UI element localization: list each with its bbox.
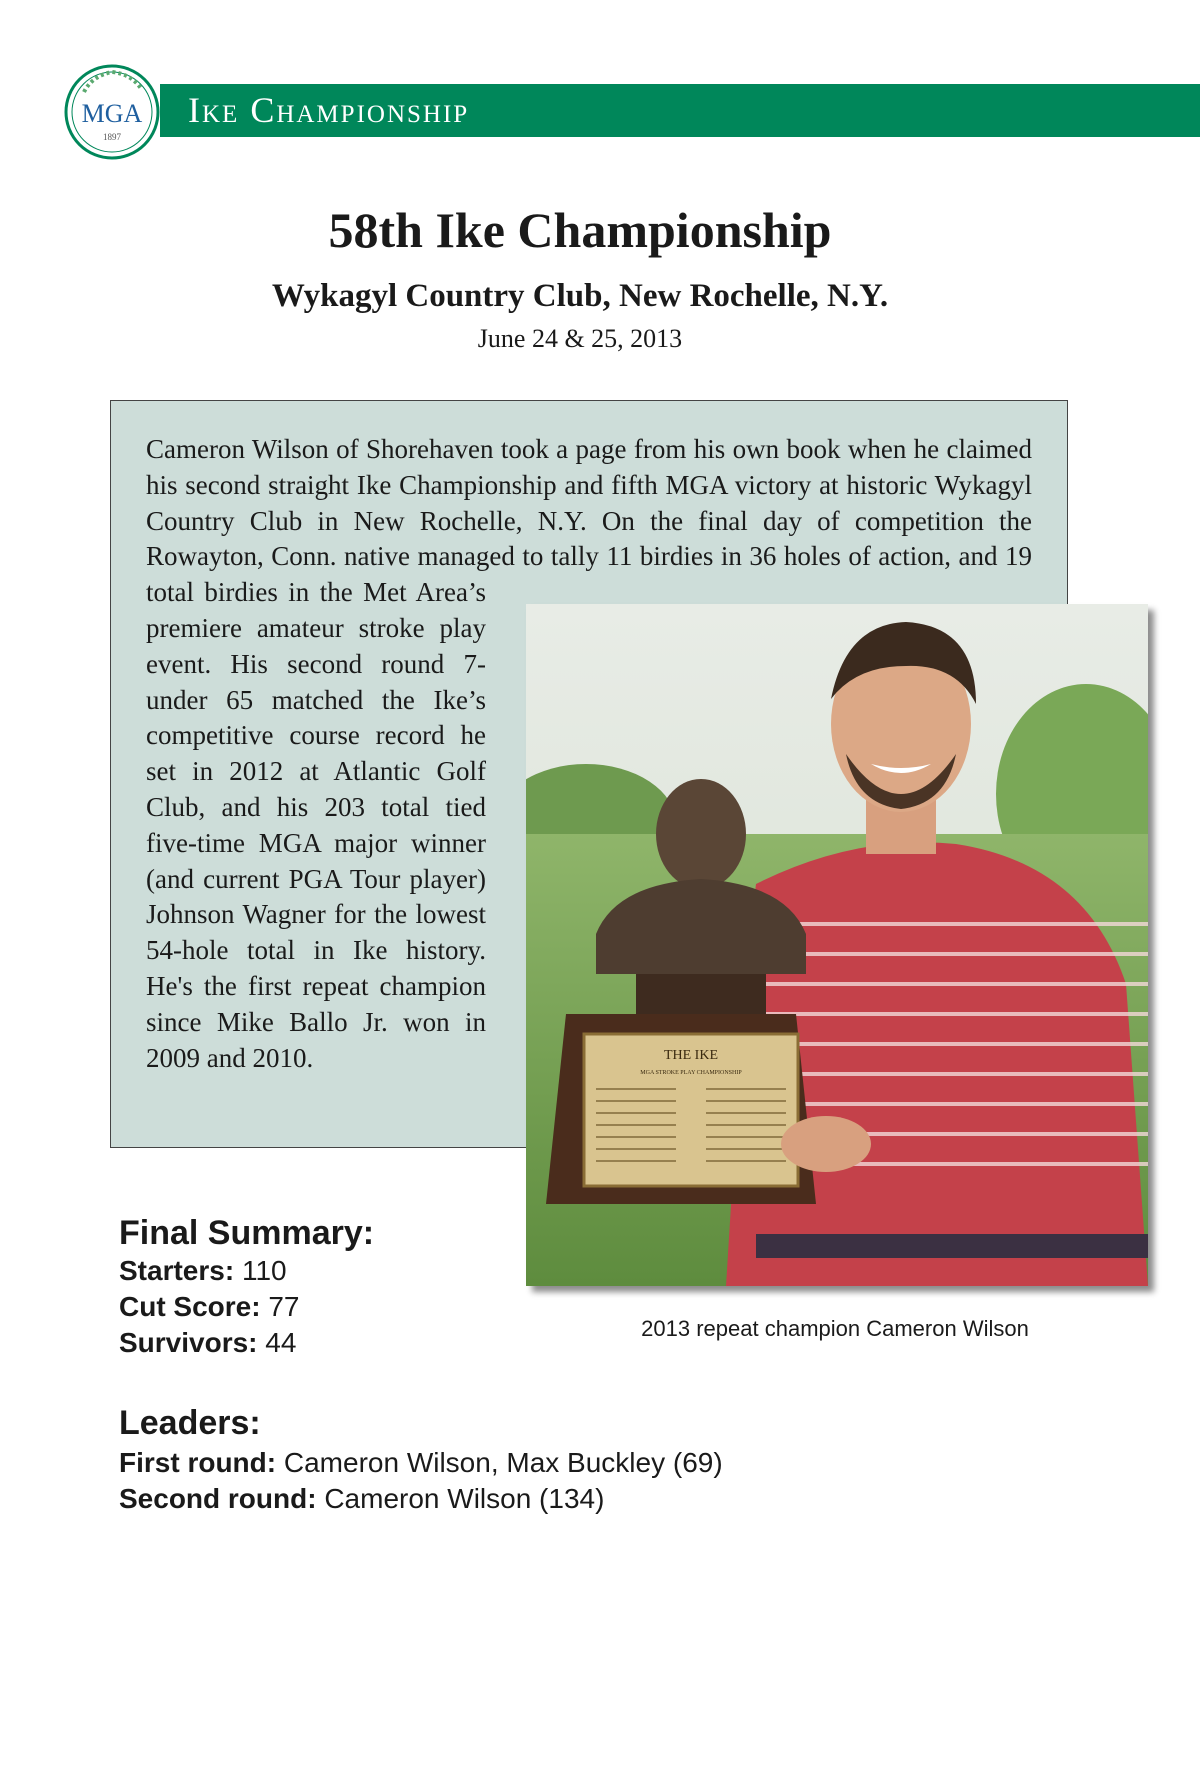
trophy-plaque-subtitle: MGA STROKE PLAY CHAMPIONSHIP: [640, 1070, 742, 1076]
summary-line-survivors: [119, 1326, 296, 1360]
logo-text: MGA: [81, 99, 143, 128]
leader-label: First round:: [119, 1447, 277, 1478]
logo-year: 1897: [103, 132, 121, 142]
summary-label: Cut Score:: [119, 1291, 261, 1322]
venue-subtitle: Wykagyl Country Club, New Rochelle, N.Y.: [271, 278, 889, 314]
summary-value: 77: [268, 1291, 300, 1322]
leader-label: Second round:: [119, 1483, 317, 1514]
photo-caption: 2013 repeat champion Cameron Wilson: [641, 1316, 1029, 1341]
header-banner: [160, 84, 1200, 137]
leader-line-second-round: [119, 1482, 604, 1516]
summary-label: Starters:: [119, 1255, 235, 1286]
final-summary-heading: Final Summary:: [119, 1214, 375, 1252]
leaders-heading: Leaders:: [119, 1404, 261, 1442]
summary-label: Survivors:: [119, 1327, 258, 1358]
page-title: 58th Ike Championship: [328, 202, 832, 258]
leader-value: Cameron Wilson, Max Buckley (69): [283, 1447, 723, 1478]
event-dates: June 24 & 25, 2013: [477, 324, 683, 353]
trophy-plaque-title: THE IKE: [663, 1048, 719, 1063]
banner-title: Ike Championship: [188, 90, 470, 130]
summary-value: 44: [265, 1327, 297, 1358]
summary-value: 110: [241, 1255, 287, 1286]
story-body: Cameron Wilson of Shorehaven took a page from his own book when he claimed his second straight Ike Championship and fifth MGA victory at historic Wykagyl Country Club in New Rochelle, N.Y. On the final day of competition the Rowayton, Conn. native managed to tally 11 birdies in 36 holes of action, and 19 total birdies in the Met Area’s premiere amateur stroke play event. His second round 7-under 65 matched the Ike’s competitive course record he set in 2012 at Atlantic Golf Club, and his 203 total tied five-time MGA major winner (and current PGA Tour player) Johnson Wagner for the lowest 54-hole total in Ike history. He's the first repeat champion since Mike Ballo Jr. won in 2009 and 2010.: [146, 434, 1032, 1073]
champion-photo-image: [526, 604, 1148, 1286]
champion-photo: [526, 604, 1148, 1286]
leader-line-first-round: [119, 1446, 723, 1480]
summary-line-starters: [119, 1254, 287, 1288]
leader-value: Cameron Wilson (134): [324, 1483, 605, 1514]
mga-logo-icon: [62, 62, 162, 162]
summary-line-cut-score: [119, 1290, 300, 1324]
